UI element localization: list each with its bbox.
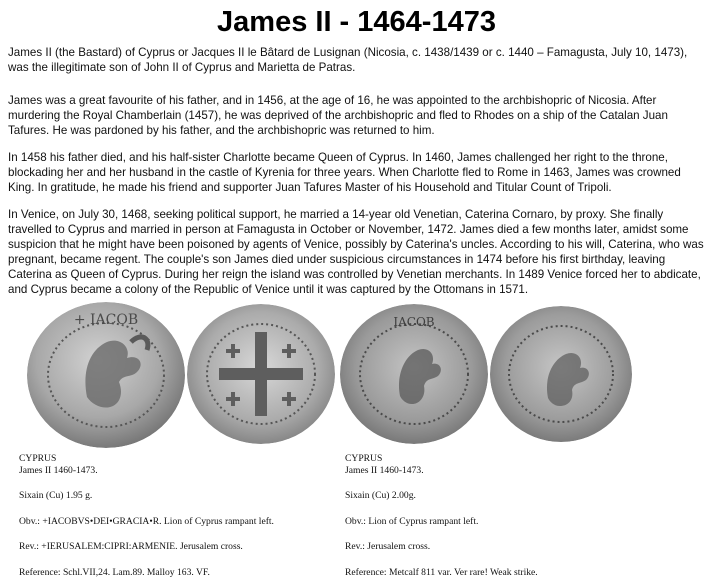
coin-2-denomination: Sixain (Cu) 2.00g. [345,490,416,501]
coin-1-denomination: Sixain (Cu) 1.95 g. [19,490,93,501]
page-title: James II - 1464-1473 [217,6,496,38]
coin-2-description [345,453,685,583]
coin-2-reverse: Rev.: Jerusalem cross. [345,541,431,552]
coin-2-country: CYPRUS [345,453,383,464]
coin-2-reference: Reference: Metcalf 811 var. Ver rare! Weak strike. [345,567,538,578]
coin-1-reference: Reference: Schl.VII,24. Lam.89. Malloy 163. VF. [19,567,210,578]
paragraph-intro: James II (the Bastard) of Cyprus or Jacques II le Bâtard de Lusignan (Nicosia, c. 1438/1439 or c. 1440 – Famagusta, July 10, 1473), was the illegitimate son of John II of Cyprus and Marietta de Patras. [8,46,688,74]
paragraph-throne: In 1458 his father died, and his half-sister Charlotte became Queen of Cyprus. In 1460, James challenged her right to the throne, blockading her and her husband in the castle of Kyrenia for three years. When Charlotte fled to Rome in 1463, James was crowned King. In gratitude, he made his friend and supporter Juan Tafures Master of his Household and Titular Count of Tripoli. [8,151,681,194]
paragraph-marriage: In Venice, on July 30, 1468, seeking political support, he married a 14-year old Venetian, Caterina Cornaro, by proxy. She finally travelled to Cyprus and married in person at Famagusta in October or November, 1472. James died a few months later, amidst some suspicion that he might have been poisoned by agents of Venice, possibly by Caterina's uncles. According to his will, Caterina, who was pregnant, became regent. The couple's son James died under suspicious circumstances in 1474 before his first birthday, leaving Caterina as Queen of Cyprus. During her reign the island was controlled by Venetian merchants. In 1489 Venice forced her to abdicate, and Cyprus became a colony of the Republic of Venice until it was captured by the Ottomans in 1571. [8,208,704,296]
coin-2-obverse-image [340,304,488,444]
coin-1-reverse-image [187,304,335,444]
coin-1-country: CYPRUS [19,453,57,464]
svg-text:+ IACOB: + IACOB [73,312,139,328]
coin-2-ruler: James II 1460-1473. [345,465,424,476]
coin-1-obverse: Obv.: +IACOBVS•DEI•GRACIA•R. Lion of Cyprus rampant left. [19,516,274,527]
coin-1-obverse-image [27,302,185,448]
svg-text:IACOB: IACOB [393,315,435,329]
coin-1-reverse: Rev.: +IERUSALEM:CIPRI:ARMENIE. Jerusalem cross. [19,541,243,552]
paragraph-archbishopric: James was a great favourite of his father, and in 1456, at the age of 16, he was appointed to the archbishopric of Nicosia. After murdering the Royal Chamberlain (1457), he was deprived of the archbishopric and fled to Rhodes on a ship of the Catalan Juan Tafures. He was pardoned by his father, and the archbishopric was returned to him. [8,94,668,137]
coin-2-obverse: Obv.: Lion of Cyprus rampant left. [345,516,479,527]
coin-2-reverse-image [490,306,632,442]
coin-1-ruler: James II 1460-1473. [19,465,98,476]
coin-1-description [19,453,339,583]
